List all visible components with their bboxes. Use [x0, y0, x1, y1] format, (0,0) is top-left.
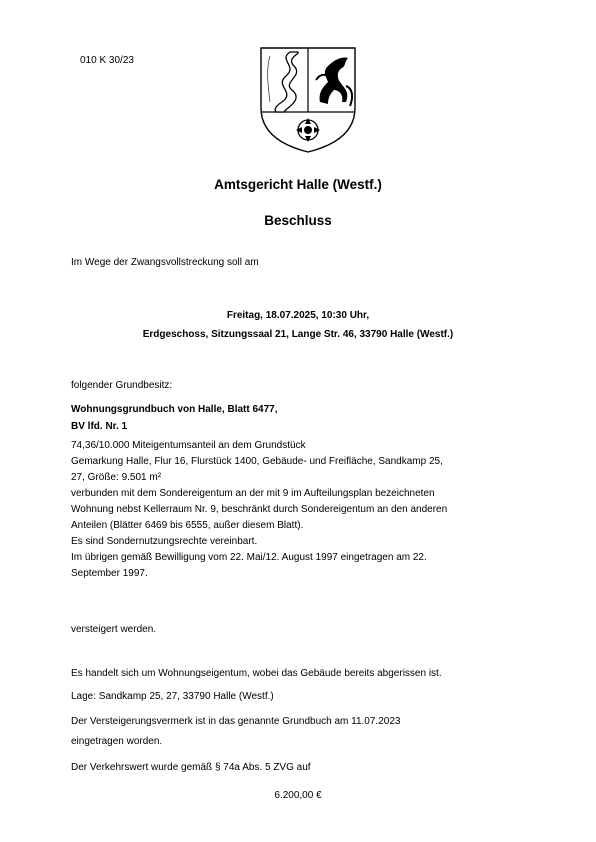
description-line: Wohnung nebst Kellerraum Nr. 9, beschränkt durch Sondereigentum an den anderen: [71, 504, 448, 515]
register-line-2: BV lfd. Nr. 1: [71, 421, 128, 432]
auction-phrase: versteigert werden.: [71, 624, 157, 635]
auction-location: Erdgeschoss, Sitzungssaal 21, Lange Str. 46, 33790 Halle (Westf.): [142, 329, 454, 340]
description-line: 74,36/10.000 Miteigentumsanteil an dem Grundstück: [71, 440, 306, 451]
description-line: 27, Größe: 9.501 m²: [71, 472, 162, 483]
description-line: Gemarkung Halle, Flur 16, Flurstück 1400, Gebäude- und Freifläche, Sandkamp 25,: [71, 456, 443, 467]
demolition-note: Es handelt sich um Wohnungseigentum, wobei das Gebäude bereits abgerissen ist.: [71, 668, 442, 679]
case-number: 010 K 30/23: [80, 55, 134, 66]
auction-date: Freitag, 18.07.2025, 10:30 Uhr,: [226, 310, 370, 321]
description-line: Es sind Sondernutzungsrechte vereinbart.: [71, 536, 258, 547]
court-name: Amtsgericht Halle (Westf.): [214, 177, 382, 192]
property-intro: folgender Grundbesitz:: [71, 380, 173, 391]
intro-text: Im Wege der Zwangsvollstreckung soll am: [71, 257, 259, 268]
description-line: Im übrigen gemäß Bewilligung vom 22. Mai/12. August 1997 eingetragen am 22.: [71, 552, 427, 563]
description-line: Anteilen (Blätter 6469 bis 6555, außer diesem Blatt).: [71, 520, 304, 531]
property-address: Lage: Sandkamp 25, 27, 33790 Halle (Westf.): [71, 691, 274, 702]
register-line-1: Wohnungsgrundbuch von Halle, Blatt 6477,: [71, 404, 278, 415]
description-line: verbunden mit dem Sondereigentum an der mit 9 im Aufteilungsplan bezeichneten: [71, 488, 435, 499]
property-description: [71, 438, 541, 582]
document-title: Beschluss: [264, 213, 332, 228]
value-intro: Der Verkehrswert wurde gemäß § 74a Abs. 5 ZVG auf: [71, 762, 311, 773]
market-value: 6.200,00 €: [274, 790, 322, 801]
record-line-1: Der Versteigerungsvermerk ist in das genannte Grundbuch am 11.07.2023: [71, 716, 401, 727]
record-line-2: eingetragen worden.: [71, 736, 163, 747]
nrw-coat-of-arms-icon: [258, 46, 358, 154]
description-line: September 1997.: [71, 568, 148, 579]
